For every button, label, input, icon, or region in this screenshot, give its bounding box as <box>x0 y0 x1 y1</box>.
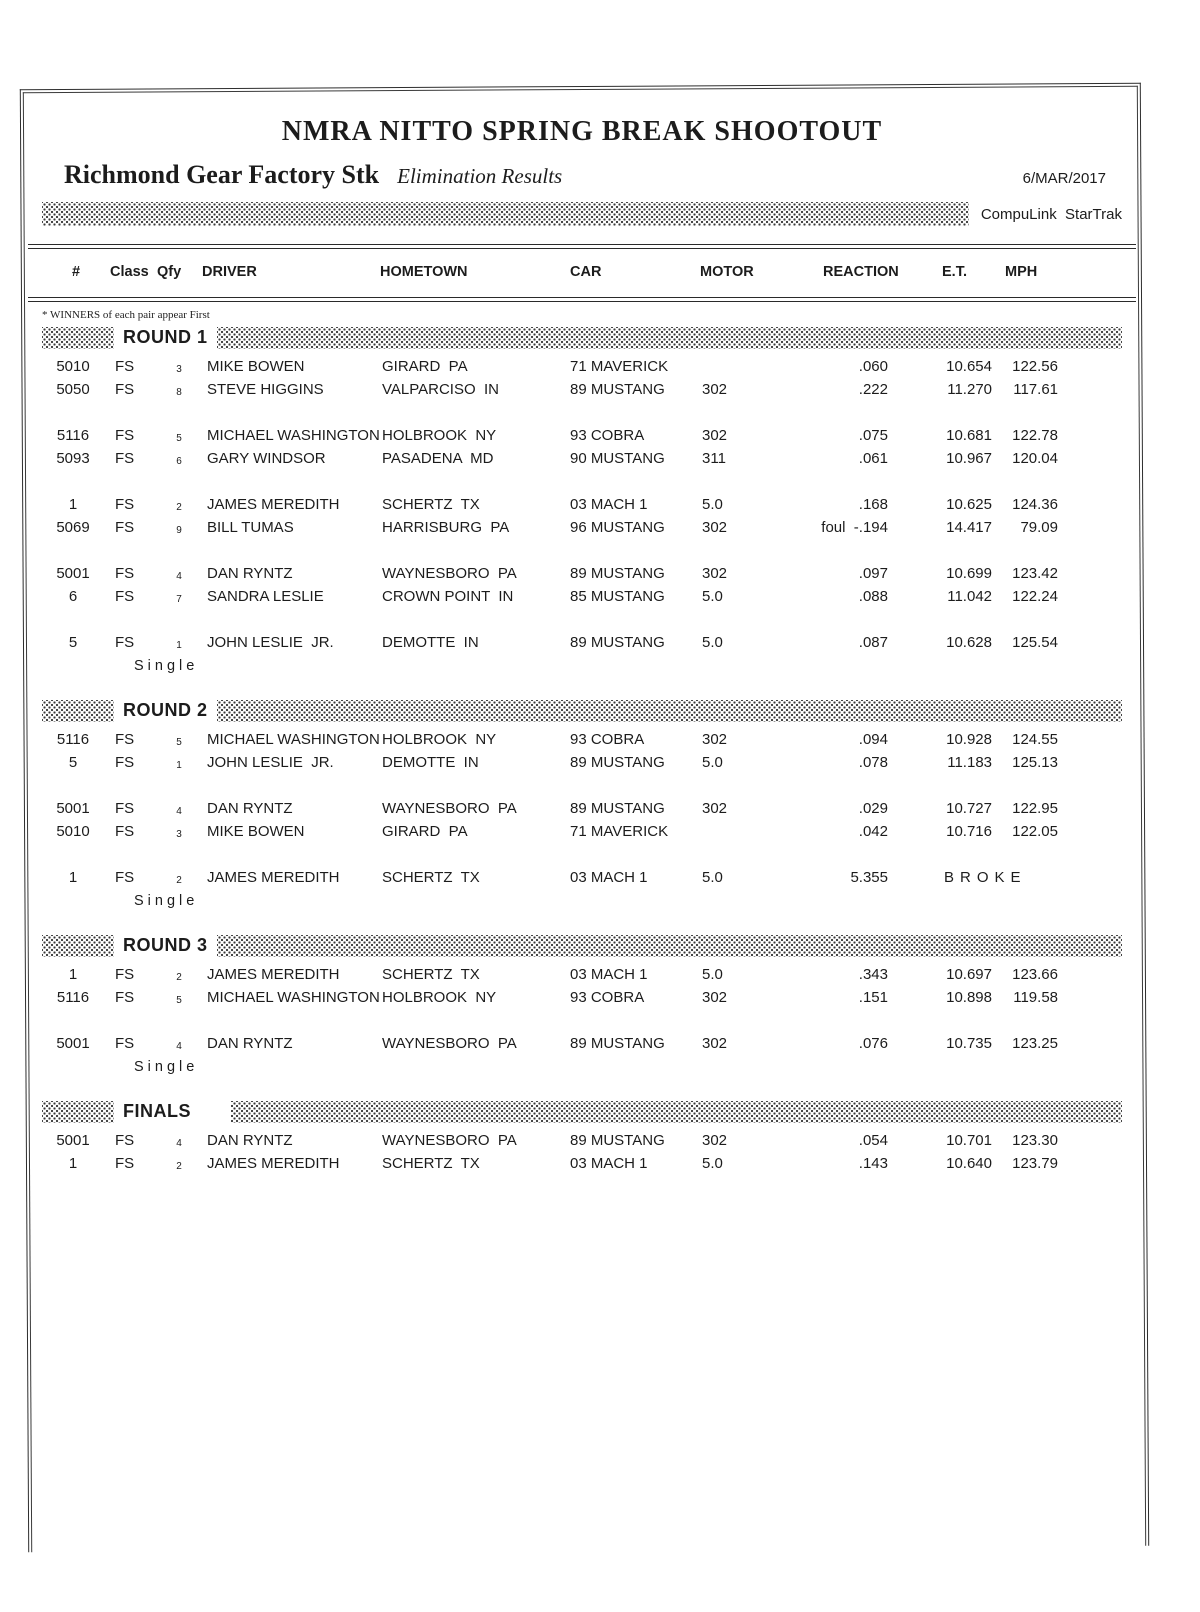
round-title: FINALS <box>114 1097 231 1125</box>
elapsed-time: 10.625 <box>946 496 992 513</box>
result-row <box>42 1153 1122 1176</box>
elapsed-time: 10.701 <box>946 1132 992 1149</box>
col-driver: DRIVER <box>202 264 257 280</box>
elapsed-time: 11.270 <box>947 381 992 398</box>
hometown: SCHERTZ TX <box>382 1155 480 1172</box>
hometown: GIRARD PA <box>382 823 468 840</box>
mph-value: 123.42 <box>1012 565 1058 582</box>
class-code: FS <box>115 381 135 398</box>
column-header-row <box>42 249 1122 297</box>
entry-number: 5116 <box>56 989 90 1006</box>
elapsed-time: 10.697 <box>946 966 992 983</box>
motor: 5.0 <box>702 1155 723 1172</box>
qualify-position: 4 <box>176 1041 182 1052</box>
round-band <box>42 935 1122 957</box>
driver-name: MICHAEL WASHINGTON <box>207 989 380 1006</box>
winners-note: * WINNERS of each pair appear First <box>42 309 210 321</box>
hometown: DEMOTTE IN <box>382 634 479 651</box>
driver-name: JAMES MEREDITH <box>207 1155 340 1172</box>
hometown: DEMOTTE IN <box>382 754 479 771</box>
motor: 302 <box>702 1035 728 1052</box>
qualify-position: 1 <box>176 760 182 771</box>
reaction-time: .076 <box>858 1035 888 1052</box>
mph-value: 123.66 <box>1012 966 1058 983</box>
class-code: FS <box>115 869 135 886</box>
entry-number: 5001 <box>56 800 90 817</box>
driver-name: MICHAEL WASHINGTON <box>207 427 380 444</box>
race-pair <box>42 1033 1122 1078</box>
col-et: E.T. <box>942 264 967 280</box>
class-code: FS <box>115 966 135 983</box>
qualify-position: 4 <box>176 806 182 817</box>
hometown: CROWN POINT IN <box>382 588 514 605</box>
elapsed-time: 11.183 <box>947 754 992 771</box>
report-date: 6/MAR/2017 <box>1022 170 1106 187</box>
round-pairs <box>42 957 1122 1078</box>
driver-name: MIKE BOWEN <box>207 358 305 375</box>
reaction-time: .042 <box>858 823 888 840</box>
col-mph: MPH <box>1005 264 1038 280</box>
reaction-time: .087 <box>858 634 888 651</box>
result-row <box>42 1033 1122 1056</box>
class-code: FS <box>115 989 135 1006</box>
class-code: FS <box>115 588 135 605</box>
qualify-position: 2 <box>176 972 182 983</box>
entry-number: 5010 <box>56 823 90 840</box>
entry-number: 5116 <box>56 731 90 748</box>
round-band <box>42 700 1122 722</box>
report-type: Elimination Results <box>397 164 563 188</box>
reaction-time: .151 <box>858 989 888 1006</box>
elapsed-time: 14.417 <box>946 519 992 536</box>
car: 89 MUSTANG <box>570 800 665 817</box>
elapsed-time: 10.699 <box>946 565 992 582</box>
col-hometown: HOMETOWN <box>380 264 468 280</box>
qualify-position: 5 <box>176 433 182 444</box>
elapsed-time: 10.967 <box>946 450 992 467</box>
hometown: HARRISBURG PA <box>382 519 510 536</box>
hometown: WAYNESBORO PA <box>382 565 517 582</box>
entry-number: 5069 <box>56 519 90 536</box>
motor: 5.0 <box>702 754 723 771</box>
col-motor: MOTOR <box>700 264 754 280</box>
driver-name: SANDRA LESLIE <box>207 588 324 605</box>
car: 89 MUSTANG <box>570 565 665 582</box>
col-qfy: Qfy <box>157 264 182 280</box>
motor: 302 <box>702 381 728 398</box>
mph-value: 79.09 <box>1020 519 1058 536</box>
car: 93 COBRA <box>570 989 645 1006</box>
reaction-time: .168 <box>858 496 888 513</box>
car: 71 MAVERICK <box>570 358 669 375</box>
race-pair <box>42 729 1122 775</box>
hometown: WAYNESBORO PA <box>382 800 517 817</box>
hometown: SCHERTZ TX <box>382 966 480 983</box>
result-row <box>42 1130 1122 1153</box>
round-section <box>42 700 1122 912</box>
header-band-row <box>42 202 1122 226</box>
event-title: NMRA NITTO SPRING BREAK SHOOTOUT <box>281 116 883 147</box>
round-pairs <box>42 1123 1122 1176</box>
mph-value: 123.25 <box>1012 1035 1058 1052</box>
qualify-position: 7 <box>176 594 182 605</box>
qualify-position: 3 <box>176 829 182 840</box>
entry-number: 5 <box>68 754 78 771</box>
result-row <box>42 563 1122 586</box>
motor: 302 <box>702 519 728 536</box>
round-title: ROUND 3 <box>114 931 217 959</box>
entry-number: 5001 <box>56 565 90 582</box>
car: 96 MUSTANG <box>570 519 665 536</box>
mph-value: 117.61 <box>1013 381 1058 398</box>
qualify-position: 2 <box>176 502 182 513</box>
driver-name: MICHAEL WASHINGTON <box>207 731 380 748</box>
mph-value: 122.95 <box>1012 800 1058 817</box>
motor: 302 <box>702 989 728 1006</box>
round-pairs <box>42 722 1122 912</box>
single-label: Single <box>134 893 199 909</box>
reaction-time: .061 <box>858 450 888 467</box>
driver-name: STEVE HIGGINS <box>207 381 324 398</box>
qualify-position: 5 <box>176 995 182 1006</box>
class-code: FS <box>115 1132 135 1149</box>
driver-name: JOHN LESLIE JR. <box>207 634 334 651</box>
entry-number: 1 <box>68 966 78 983</box>
class-name: Richmond Gear Factory Stk <box>64 160 380 189</box>
result-row <box>42 867 1122 890</box>
class-code: FS <box>115 450 135 467</box>
entry-number: 5010 <box>56 358 90 375</box>
elapsed-time: 10.640 <box>946 1155 992 1172</box>
driver-name: JAMES MEREDITH <box>207 496 340 513</box>
motor: 302 <box>702 427 728 444</box>
entry-number: 5001 <box>56 1132 90 1149</box>
entry-number: 1 <box>68 869 78 886</box>
qualify-position: 1 <box>176 640 182 651</box>
driver-name: DAN RYNTZ <box>207 565 293 582</box>
mph-value: 125.13 <box>1012 754 1058 771</box>
race-pair <box>42 632 1122 677</box>
elapsed-time: 10.654 <box>946 358 992 375</box>
race-pair <box>42 1130 1122 1176</box>
qualify-position: 4 <box>176 571 182 582</box>
motor: 5.0 <box>702 588 723 605</box>
race-pair <box>42 356 1122 402</box>
mph-value: 124.55 <box>1012 731 1058 748</box>
driver-name: DAN RYNTZ <box>207 1132 293 1149</box>
hometown: VALPARCISO IN <box>382 381 499 398</box>
driver-name: BILL TUMAS <box>207 519 294 536</box>
mph-value: 123.79 <box>1012 1155 1058 1172</box>
entry-number: 5 <box>68 634 78 651</box>
race-pair <box>42 563 1122 609</box>
qualify-position: 9 <box>176 525 182 536</box>
reaction-time: .094 <box>858 731 888 748</box>
motor: 5.0 <box>702 869 723 886</box>
race-pair <box>42 425 1122 471</box>
car: 89 MUSTANG <box>570 634 665 651</box>
entry-number: 5093 <box>56 450 90 467</box>
elapsed-time: 10.628 <box>946 634 992 651</box>
result-row <box>42 752 1122 775</box>
car: 93 COBRA <box>570 731 645 748</box>
table-header-rule <box>28 297 1136 302</box>
motor: 302 <box>702 800 728 817</box>
mph-value: 124.36 <box>1012 496 1058 513</box>
reaction-time: .075 <box>858 427 888 444</box>
result-row <box>42 821 1122 844</box>
driver-name: JOHN LESLIE JR. <box>207 754 334 771</box>
driver-name: MIKE BOWEN <box>207 823 305 840</box>
col-entry: # <box>72 264 81 280</box>
round-title: ROUND 1 <box>114 323 217 351</box>
sections <box>42 327 1122 1176</box>
mph-value: 123.30 <box>1012 1132 1058 1149</box>
col-car: CAR <box>570 264 602 280</box>
result-note: BROKE <box>944 869 1027 886</box>
qualify-position: 2 <box>176 1161 182 1172</box>
round-band <box>42 1101 1122 1123</box>
hometown: HOLBROOK NY <box>382 731 497 748</box>
car: 89 MUSTANG <box>570 1035 665 1052</box>
hometown: HOLBROOK NY <box>382 989 497 1006</box>
result-row <box>42 987 1122 1010</box>
reaction-time: .054 <box>858 1132 888 1149</box>
driver-name: JAMES MEREDITH <box>207 869 340 886</box>
class-code: FS <box>115 519 135 536</box>
hometown: WAYNESBORO PA <box>382 1132 517 1149</box>
qualify-position: 5 <box>176 737 182 748</box>
mph-value: 122.78 <box>1012 427 1058 444</box>
qualify-position: 4 <box>176 1138 182 1149</box>
reaction-time: .029 <box>858 800 888 817</box>
driver-name: GARY WINDSOR <box>207 450 326 467</box>
class-code: FS <box>115 823 135 840</box>
reaction-time: 5.355 <box>850 869 888 886</box>
motor: 5.0 <box>702 634 723 651</box>
car: 89 MUSTANG <box>570 381 665 398</box>
race-pair <box>42 964 1122 1010</box>
elapsed-time: 11.042 <box>947 588 992 605</box>
elapsed-time: 10.681 <box>946 427 992 444</box>
car: 71 MAVERICK <box>570 823 669 840</box>
elapsed-time: 10.735 <box>946 1035 992 1052</box>
round-section <box>42 327 1122 677</box>
dotted-band <box>42 202 969 226</box>
entry-number: 5050 <box>56 381 90 398</box>
col-class: Class <box>110 264 149 280</box>
result-row <box>42 798 1122 821</box>
reaction-time: .343 <box>858 966 888 983</box>
race-pair <box>42 494 1122 540</box>
reaction-time: .078 <box>858 754 888 771</box>
car: 03 MACH 1 <box>570 496 648 513</box>
reaction-time: .143 <box>858 1155 888 1172</box>
hometown: PASADENA MD <box>382 450 494 467</box>
class-code: FS <box>115 565 135 582</box>
result-row <box>42 494 1122 517</box>
reaction-time: .222 <box>858 381 888 398</box>
round-band <box>42 327 1122 349</box>
result-row <box>42 964 1122 987</box>
single-label: Single <box>134 658 199 674</box>
race-pair <box>42 867 1122 912</box>
class-code: FS <box>115 754 135 771</box>
result-row <box>42 586 1122 609</box>
page-content <box>42 88 1122 1199</box>
mph-value: 119.58 <box>1013 989 1058 1006</box>
class-code: FS <box>115 1035 135 1052</box>
class-code: FS <box>115 634 135 651</box>
driver-name: DAN RYNTZ <box>207 1035 293 1052</box>
qualify-position: 2 <box>176 875 182 886</box>
hometown: SCHERTZ TX <box>382 869 480 886</box>
car: 85 MUSTANG <box>570 588 665 605</box>
entry-number: 5116 <box>56 427 90 444</box>
result-row <box>42 729 1122 752</box>
mph-value: 122.24 <box>1012 588 1058 605</box>
elapsed-time: 10.716 <box>946 823 992 840</box>
class-code: FS <box>115 731 135 748</box>
motor: 311 <box>702 450 726 467</box>
result-row <box>42 517 1122 540</box>
mph-value: 120.04 <box>1012 450 1058 467</box>
motor: 302 <box>702 1132 728 1149</box>
qualify-position: 6 <box>176 456 182 467</box>
class-code: FS <box>115 496 135 513</box>
single-label: Single <box>134 1059 199 1075</box>
qualify-position: 8 <box>176 387 182 398</box>
hometown: WAYNESBORO PA <box>382 1035 517 1052</box>
elapsed-time: 10.898 <box>946 989 992 1006</box>
motor: 302 <box>702 731 728 748</box>
mph-value: 122.05 <box>1012 823 1058 840</box>
entry-number: 6 <box>68 588 78 605</box>
entry-number: 5001 <box>56 1035 90 1052</box>
class-code: FS <box>115 800 135 817</box>
car: 03 MACH 1 <box>570 966 648 983</box>
hometown: GIRARD PA <box>382 358 468 375</box>
result-row <box>42 356 1122 379</box>
col-reaction: REACTION <box>823 264 899 280</box>
round-section <box>42 1101 1122 1176</box>
car: 03 MACH 1 <box>570 1155 648 1172</box>
reaction-time: .060 <box>858 358 888 375</box>
timing-system-label: CompuLink StarTrak <box>980 205 1122 223</box>
class-code: FS <box>115 427 135 444</box>
mph-value: 122.56 <box>1012 358 1058 375</box>
round-title: ROUND 2 <box>114 696 217 724</box>
driver-name: DAN RYNTZ <box>207 800 293 817</box>
round-section <box>42 935 1122 1078</box>
elapsed-time: 10.928 <box>946 731 992 748</box>
motor: 5.0 <box>702 966 723 983</box>
hometown: SCHERTZ TX <box>382 496 480 513</box>
class-code: FS <box>115 358 135 375</box>
reaction-time: foul -.194 <box>821 519 888 536</box>
entry-number: 1 <box>68 496 78 513</box>
car: 90 MUSTANG <box>570 450 665 467</box>
car: 03 MACH 1 <box>570 869 648 886</box>
result-row <box>42 448 1122 471</box>
result-row <box>42 632 1122 655</box>
elapsed-time: 10.727 <box>946 800 992 817</box>
car: 93 COBRA <box>570 427 645 444</box>
motor: 302 <box>702 565 728 582</box>
class-code: FS <box>115 1155 135 1172</box>
qualify-position: 3 <box>176 364 182 375</box>
report-header <box>42 160 1122 194</box>
result-row <box>42 379 1122 402</box>
reaction-time: .088 <box>858 588 888 605</box>
result-row <box>42 425 1122 448</box>
hometown: HOLBROOK NY <box>382 427 497 444</box>
mph-value: 125.54 <box>1012 634 1058 651</box>
car: 89 MUSTANG <box>570 1132 665 1149</box>
motor: 5.0 <box>702 496 723 513</box>
round-pairs <box>42 349 1122 677</box>
driver-name: JAMES MEREDITH <box>207 966 340 983</box>
car: 89 MUSTANG <box>570 754 665 771</box>
entry-number: 1 <box>68 1155 78 1172</box>
reaction-time: .097 <box>858 565 888 582</box>
race-pair <box>42 798 1122 844</box>
